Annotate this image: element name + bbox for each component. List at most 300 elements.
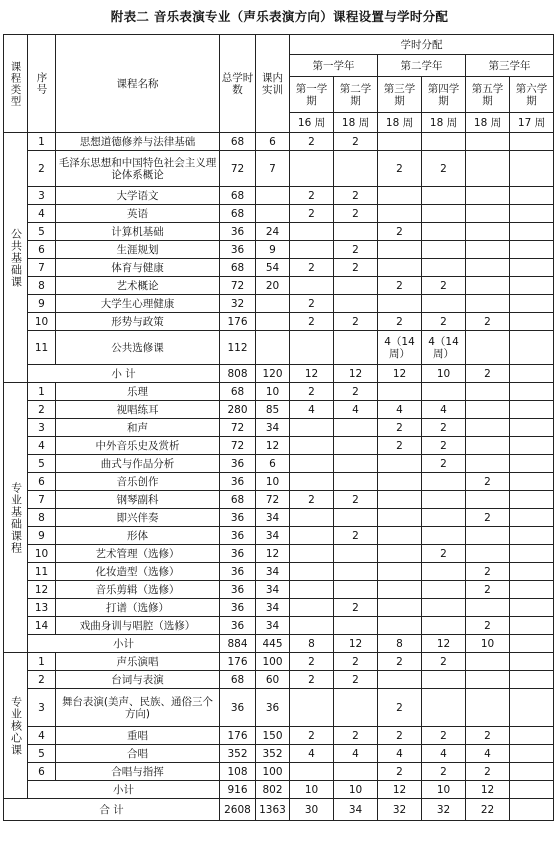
course-term-6-hours bbox=[510, 277, 554, 295]
header-weeks-2: 18 周 bbox=[334, 113, 378, 133]
course-term-4-hours: 4（14周） bbox=[422, 331, 466, 365]
course-term-6-hours bbox=[510, 763, 554, 781]
course-name: 大学生心理健康 bbox=[56, 295, 220, 313]
course-term-3-hours: 4（14周） bbox=[378, 331, 422, 365]
header-weeks-6: 17 周 bbox=[510, 113, 554, 133]
course-practice-hours: 20 bbox=[256, 277, 290, 295]
course-term-3-hours bbox=[378, 563, 422, 581]
course-total-hours: 112 bbox=[220, 331, 256, 365]
course-practice-hours: 72 bbox=[256, 491, 290, 509]
course-term-1-hours: 2 bbox=[290, 653, 334, 671]
course-name: 舞台表演(美声、民族、通俗三个方向) bbox=[56, 689, 220, 727]
course-total-hours: 36 bbox=[220, 223, 256, 241]
course-total-hours: 176 bbox=[220, 727, 256, 745]
course-category-label: 公共基础课 bbox=[4, 133, 28, 383]
course-name: 形体 bbox=[56, 527, 220, 545]
course-practice-hours: 100 bbox=[256, 763, 290, 781]
course-term-2-hours bbox=[334, 545, 378, 563]
course-name: 英语 bbox=[56, 205, 220, 223]
course-term-3-hours bbox=[378, 491, 422, 509]
course-term-5-hours bbox=[466, 455, 510, 473]
course-term-6-hours bbox=[510, 223, 554, 241]
table-row bbox=[4, 331, 554, 365]
course-term-4-hours bbox=[422, 295, 466, 313]
course-total-hours: 36 bbox=[220, 599, 256, 617]
header-seq: 序号 bbox=[28, 35, 56, 133]
table-row bbox=[4, 545, 554, 563]
course-term-6-hours bbox=[510, 617, 554, 635]
course-term-6-hours bbox=[510, 599, 554, 617]
course-term-4-hours: 2 bbox=[422, 653, 466, 671]
course-practice-hours: 7 bbox=[256, 151, 290, 187]
course-term-4-hours bbox=[422, 241, 466, 259]
course-practice-hours bbox=[256, 331, 290, 365]
course-term-2-hours bbox=[334, 295, 378, 313]
course-term-3-hours: 2 bbox=[378, 437, 422, 455]
course-term-5-hours: 2 bbox=[466, 473, 510, 491]
course-term-6-hours bbox=[510, 653, 554, 671]
course-seq: 13 bbox=[28, 599, 56, 617]
course-total-hours: 72 bbox=[220, 277, 256, 295]
course-term-5-hours: 2 bbox=[466, 581, 510, 599]
course-term-3-hours bbox=[378, 509, 422, 527]
course-term-6-hours bbox=[510, 581, 554, 599]
course-practice-hours: 34 bbox=[256, 419, 290, 437]
course-term-5-hours bbox=[466, 671, 510, 689]
course-term-1-hours bbox=[290, 331, 334, 365]
header-term-2: 第二学期 bbox=[334, 77, 378, 113]
course-term-1-hours: 2 bbox=[290, 295, 334, 313]
course-total-hours: 68 bbox=[220, 205, 256, 223]
table-row bbox=[4, 653, 554, 671]
subtotal-practice-hours: 445 bbox=[256, 635, 290, 653]
course-term-6-hours bbox=[510, 295, 554, 313]
course-term-2-hours bbox=[334, 563, 378, 581]
table-row bbox=[4, 745, 554, 763]
course-term-2-hours bbox=[334, 331, 378, 365]
course-name: 形势与政策 bbox=[56, 313, 220, 331]
course-name: 思想道德修养与法律基础 bbox=[56, 133, 220, 151]
grand-total-row bbox=[4, 799, 554, 821]
header-year-2: 第二学年 bbox=[378, 55, 466, 77]
header-course-name: 课程名称 bbox=[56, 35, 220, 133]
course-term-4-hours: 2 bbox=[422, 419, 466, 437]
header-term-1: 第一学期 bbox=[290, 77, 334, 113]
course-term-1-hours bbox=[290, 563, 334, 581]
course-term-2-hours: 2 bbox=[334, 653, 378, 671]
course-term-2-hours: 2 bbox=[334, 259, 378, 277]
grand-total-term-2: 34 bbox=[334, 799, 378, 821]
course-practice-hours: 34 bbox=[256, 563, 290, 581]
course-term-4-hours bbox=[422, 491, 466, 509]
course-practice-hours bbox=[256, 295, 290, 313]
course-name: 乐理 bbox=[56, 383, 220, 401]
subtotal-term-2: 12 bbox=[334, 635, 378, 653]
course-seq: 1 bbox=[28, 653, 56, 671]
course-total-hours: 68 bbox=[220, 187, 256, 205]
course-term-3-hours bbox=[378, 241, 422, 259]
course-term-4-hours bbox=[422, 671, 466, 689]
course-term-3-hours: 2 bbox=[378, 763, 422, 781]
course-term-1-hours: 2 bbox=[290, 205, 334, 223]
course-term-3-hours bbox=[378, 581, 422, 599]
course-term-5-hours bbox=[466, 205, 510, 223]
course-term-6-hours bbox=[510, 401, 554, 419]
course-term-1-hours bbox=[290, 473, 334, 491]
course-term-3-hours: 2 bbox=[378, 727, 422, 745]
course-term-1-hours bbox=[290, 527, 334, 545]
course-name: 台词与表演 bbox=[56, 671, 220, 689]
table-row bbox=[4, 617, 554, 635]
course-term-2-hours: 2 bbox=[334, 241, 378, 259]
course-term-4-hours bbox=[422, 689, 466, 727]
course-practice-hours: 9 bbox=[256, 241, 290, 259]
course-term-3-hours bbox=[378, 383, 422, 401]
course-name: 公共选修课 bbox=[56, 331, 220, 365]
course-term-5-hours: 2 bbox=[466, 617, 510, 635]
course-seq: 8 bbox=[28, 277, 56, 295]
subtotal-term-3: 12 bbox=[378, 781, 422, 799]
course-term-3-hours bbox=[378, 295, 422, 313]
table-row bbox=[4, 671, 554, 689]
course-seq: 3 bbox=[28, 187, 56, 205]
course-practice-hours: 24 bbox=[256, 223, 290, 241]
course-total-hours: 36 bbox=[220, 241, 256, 259]
course-term-2-hours: 2 bbox=[334, 491, 378, 509]
course-practice-hours bbox=[256, 187, 290, 205]
course-term-3-hours bbox=[378, 545, 422, 563]
course-term-2-hours bbox=[334, 617, 378, 635]
course-term-4-hours bbox=[422, 527, 466, 545]
course-term-5-hours: 2 bbox=[466, 509, 510, 527]
course-term-2-hours: 2 bbox=[334, 727, 378, 745]
table-row bbox=[4, 383, 554, 401]
course-name: 重唱 bbox=[56, 727, 220, 745]
course-term-5-hours bbox=[466, 437, 510, 455]
header-term-4: 第四学期 bbox=[422, 77, 466, 113]
subtotal-total-hours: 916 bbox=[220, 781, 256, 799]
grand-total-term-4: 32 bbox=[422, 799, 466, 821]
course-term-1-hours bbox=[290, 437, 334, 455]
grand-total-term-5: 22 bbox=[466, 799, 510, 821]
course-seq: 4 bbox=[28, 437, 56, 455]
course-term-1-hours: 2 bbox=[290, 671, 334, 689]
course-seq: 5 bbox=[28, 745, 56, 763]
subtotal-total-hours: 808 bbox=[220, 365, 256, 383]
course-term-3-hours bbox=[378, 473, 422, 491]
course-term-3-hours: 4 bbox=[378, 401, 422, 419]
subtotal-term-4: 10 bbox=[422, 365, 466, 383]
course-total-hours: 32 bbox=[220, 295, 256, 313]
course-term-4-hours: 2 bbox=[422, 727, 466, 745]
course-seq: 1 bbox=[28, 383, 56, 401]
course-term-2-hours: 2 bbox=[334, 205, 378, 223]
subtotal-term-4: 12 bbox=[422, 635, 466, 653]
course-name: 钢琴副科 bbox=[56, 491, 220, 509]
subtotal-term-3: 12 bbox=[378, 365, 422, 383]
course-seq: 11 bbox=[28, 563, 56, 581]
course-category-label: 专业基础课程 bbox=[4, 383, 28, 653]
course-term-4-hours bbox=[422, 205, 466, 223]
header-term-3: 第三学期 bbox=[378, 77, 422, 113]
course-total-hours: 176 bbox=[220, 313, 256, 331]
course-total-hours: 72 bbox=[220, 437, 256, 455]
course-term-5-hours: 2 bbox=[466, 727, 510, 745]
table-row bbox=[4, 223, 554, 241]
course-name: 毛泽东思想和中国特色社会主义理论体系概论 bbox=[56, 151, 220, 187]
course-practice-hours: 10 bbox=[256, 383, 290, 401]
course-term-1-hours bbox=[290, 581, 334, 599]
subtotal-term-3: 8 bbox=[378, 635, 422, 653]
grand-total-label: 合 计 bbox=[4, 799, 220, 821]
course-term-3-hours bbox=[378, 671, 422, 689]
course-term-5-hours: 4 bbox=[466, 745, 510, 763]
course-name: 合唱与指挥 bbox=[56, 763, 220, 781]
course-table bbox=[3, 34, 554, 821]
course-term-4-hours: 2 bbox=[422, 313, 466, 331]
course-term-3-hours: 2 bbox=[378, 151, 422, 187]
subtotal-term-1: 12 bbox=[290, 365, 334, 383]
course-term-4-hours: 2 bbox=[422, 151, 466, 187]
course-term-2-hours bbox=[334, 223, 378, 241]
course-name: 即兴伴奏 bbox=[56, 509, 220, 527]
course-term-2-hours bbox=[334, 437, 378, 455]
course-total-hours: 36 bbox=[220, 545, 256, 563]
course-term-2-hours: 2 bbox=[334, 527, 378, 545]
course-term-2-hours bbox=[334, 277, 378, 295]
course-total-hours: 68 bbox=[220, 491, 256, 509]
course-seq: 4 bbox=[28, 727, 56, 745]
table-row bbox=[4, 401, 554, 419]
course-term-2-hours: 4 bbox=[334, 745, 378, 763]
table-row bbox=[4, 295, 554, 313]
course-term-4-hours bbox=[422, 259, 466, 277]
table-row bbox=[4, 689, 554, 727]
course-term-1-hours bbox=[290, 223, 334, 241]
course-practice-hours: 6 bbox=[256, 455, 290, 473]
course-term-3-hours: 2 bbox=[378, 689, 422, 727]
course-term-3-hours: 2 bbox=[378, 223, 422, 241]
course-total-hours: 68 bbox=[220, 259, 256, 277]
table-row bbox=[4, 509, 554, 527]
course-term-2-hours: 2 bbox=[334, 313, 378, 331]
course-seq: 4 bbox=[28, 205, 56, 223]
course-seq: 7 bbox=[28, 491, 56, 509]
table-row bbox=[4, 133, 554, 151]
header-weeks-4: 18 周 bbox=[422, 113, 466, 133]
course-name: 音乐创作 bbox=[56, 473, 220, 491]
course-term-6-hours bbox=[510, 473, 554, 491]
course-seq: 6 bbox=[28, 763, 56, 781]
course-term-6-hours bbox=[510, 509, 554, 527]
header-term-5: 第五学期 bbox=[466, 77, 510, 113]
grand-total-hours: 2608 bbox=[220, 799, 256, 821]
course-term-6-hours bbox=[510, 527, 554, 545]
course-term-6-hours bbox=[510, 383, 554, 401]
course-term-3-hours bbox=[378, 187, 422, 205]
course-term-4-hours: 2 bbox=[422, 437, 466, 455]
course-term-2-hours: 2 bbox=[334, 187, 378, 205]
course-term-6-hours bbox=[510, 241, 554, 259]
course-name: 音乐剪辑（选修） bbox=[56, 581, 220, 599]
course-term-5-hours: 2 bbox=[466, 563, 510, 581]
subtotal-term-2: 10 bbox=[334, 781, 378, 799]
course-term-4-hours bbox=[422, 599, 466, 617]
course-term-3-hours: 2 bbox=[378, 653, 422, 671]
course-term-3-hours bbox=[378, 133, 422, 151]
course-seq: 6 bbox=[28, 473, 56, 491]
subtotal-term-5: 2 bbox=[466, 365, 510, 383]
table-row bbox=[4, 473, 554, 491]
course-name: 视唱练耳 bbox=[56, 401, 220, 419]
course-term-3-hours bbox=[378, 527, 422, 545]
header-year-1: 第一学年 bbox=[290, 55, 378, 77]
course-term-1-hours: 2 bbox=[290, 383, 334, 401]
course-seq: 3 bbox=[28, 419, 56, 437]
table-row bbox=[4, 419, 554, 437]
course-practice-hours bbox=[256, 205, 290, 223]
course-term-5-hours bbox=[466, 259, 510, 277]
course-total-hours: 36 bbox=[220, 473, 256, 491]
course-practice-hours: 6 bbox=[256, 133, 290, 151]
subtotal-term-2: 12 bbox=[334, 365, 378, 383]
course-seq: 10 bbox=[28, 313, 56, 331]
course-term-6-hours bbox=[510, 133, 554, 151]
course-term-5-hours bbox=[466, 383, 510, 401]
subtotal-term-5: 10 bbox=[466, 635, 510, 653]
header-year-3: 第三学年 bbox=[466, 55, 554, 77]
course-term-3-hours bbox=[378, 599, 422, 617]
header-weeks-1: 16 周 bbox=[290, 113, 334, 133]
header-category: 课程类型 bbox=[4, 35, 28, 133]
course-name: 艺术概论 bbox=[56, 277, 220, 295]
subtotal-row bbox=[4, 365, 554, 383]
subtotal-label: 小计 bbox=[28, 781, 220, 799]
course-term-3-hours: 4 bbox=[378, 745, 422, 763]
course-term-3-hours: 2 bbox=[378, 313, 422, 331]
course-term-6-hours bbox=[510, 545, 554, 563]
course-term-6-hours bbox=[510, 689, 554, 727]
header-hours-allocation: 学时分配 bbox=[290, 35, 554, 55]
course-term-6-hours bbox=[510, 331, 554, 365]
course-term-5-hours: 2 bbox=[466, 313, 510, 331]
course-practice-hours: 34 bbox=[256, 527, 290, 545]
header-total-hours: 总学时数 bbox=[220, 35, 256, 133]
course-practice-hours: 10 bbox=[256, 473, 290, 491]
course-term-1-hours: 2 bbox=[290, 259, 334, 277]
course-term-5-hours bbox=[466, 331, 510, 365]
course-practice-hours: 12 bbox=[256, 545, 290, 563]
course-term-4-hours bbox=[422, 133, 466, 151]
course-name: 大学语文 bbox=[56, 187, 220, 205]
course-total-hours: 68 bbox=[220, 671, 256, 689]
course-total-hours: 36 bbox=[220, 689, 256, 727]
table-row bbox=[4, 581, 554, 599]
grand-total-term-3: 32 bbox=[378, 799, 422, 821]
course-term-5-hours bbox=[466, 419, 510, 437]
table-row bbox=[4, 727, 554, 745]
course-practice-hours: 85 bbox=[256, 401, 290, 419]
course-term-2-hours bbox=[334, 455, 378, 473]
course-term-6-hours bbox=[510, 455, 554, 473]
course-term-6-hours bbox=[510, 313, 554, 331]
table-row bbox=[4, 187, 554, 205]
course-name: 体育与健康 bbox=[56, 259, 220, 277]
course-term-1-hours bbox=[290, 763, 334, 781]
course-practice-hours: 60 bbox=[256, 671, 290, 689]
course-name: 曲式与作品分析 bbox=[56, 455, 220, 473]
course-term-2-hours bbox=[334, 151, 378, 187]
header-weeks-5: 18 周 bbox=[466, 113, 510, 133]
course-practice-hours: 352 bbox=[256, 745, 290, 763]
subtotal-label: 小计 bbox=[28, 635, 220, 653]
course-term-1-hours: 2 bbox=[290, 133, 334, 151]
table-row bbox=[4, 491, 554, 509]
course-term-6-hours bbox=[510, 419, 554, 437]
course-seq: 11 bbox=[28, 331, 56, 365]
table-row bbox=[4, 563, 554, 581]
course-seq: 1 bbox=[28, 133, 56, 151]
course-total-hours: 72 bbox=[220, 419, 256, 437]
course-term-1-hours bbox=[290, 241, 334, 259]
course-name: 合唱 bbox=[56, 745, 220, 763]
course-total-hours: 36 bbox=[220, 617, 256, 635]
course-total-hours: 36 bbox=[220, 527, 256, 545]
course-practice-hours: 12 bbox=[256, 437, 290, 455]
course-name: 和声 bbox=[56, 419, 220, 437]
course-term-5-hours bbox=[466, 187, 510, 205]
course-term-4-hours bbox=[422, 473, 466, 491]
course-total-hours: 280 bbox=[220, 401, 256, 419]
course-total-hours: 36 bbox=[220, 581, 256, 599]
subtotal-term-4: 10 bbox=[422, 781, 466, 799]
course-seq: 5 bbox=[28, 455, 56, 473]
course-term-3-hours bbox=[378, 455, 422, 473]
course-practice-hours: 34 bbox=[256, 599, 290, 617]
course-term-4-hours bbox=[422, 383, 466, 401]
course-term-4-hours: 2 bbox=[422, 545, 466, 563]
course-term-5-hours bbox=[466, 151, 510, 187]
subtotal-practice-hours: 802 bbox=[256, 781, 290, 799]
course-practice-hours: 36 bbox=[256, 689, 290, 727]
course-term-1-hours: 4 bbox=[290, 745, 334, 763]
course-term-5-hours bbox=[466, 527, 510, 545]
course-name: 打谱（选修） bbox=[56, 599, 220, 617]
grand-total-practice: 1363 bbox=[256, 799, 290, 821]
table-row bbox=[4, 313, 554, 331]
course-term-2-hours bbox=[334, 473, 378, 491]
course-term-2-hours bbox=[334, 689, 378, 727]
course-term-1-hours: 4 bbox=[290, 401, 334, 419]
course-seq: 9 bbox=[28, 527, 56, 545]
course-term-6-hours bbox=[510, 259, 554, 277]
course-term-4-hours bbox=[422, 509, 466, 527]
course-term-1-hours bbox=[290, 509, 334, 527]
course-total-hours: 36 bbox=[220, 563, 256, 581]
subtotal-label: 小 计 bbox=[28, 365, 220, 383]
course-term-1-hours: 2 bbox=[290, 727, 334, 745]
course-total-hours: 176 bbox=[220, 653, 256, 671]
course-term-5-hours bbox=[466, 277, 510, 295]
table-row bbox=[4, 455, 554, 473]
course-seq: 3 bbox=[28, 689, 56, 727]
course-term-2-hours bbox=[334, 509, 378, 527]
subtotal-term-1: 10 bbox=[290, 781, 334, 799]
course-term-4-hours bbox=[422, 187, 466, 205]
subtotal-total-hours: 884 bbox=[220, 635, 256, 653]
course-total-hours: 108 bbox=[220, 763, 256, 781]
course-name: 生涯规划 bbox=[56, 241, 220, 259]
